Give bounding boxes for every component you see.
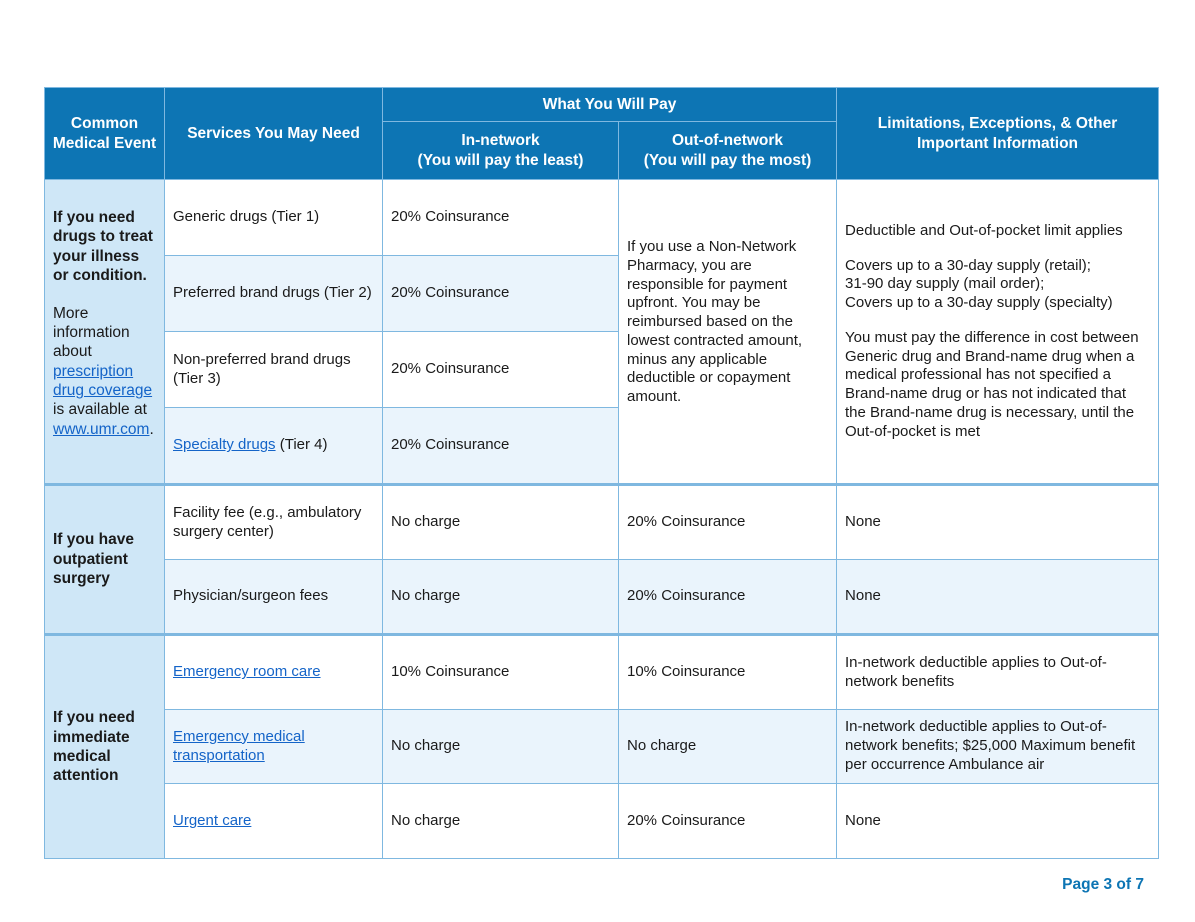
out-network-physician-fees: 20% Coinsurance: [619, 560, 837, 635]
service-emergency-room: [165, 635, 383, 710]
service-generic-drugs: Generic drugs (Tier 1): [165, 180, 383, 256]
in-network-facility-fee: No charge: [383, 485, 619, 560]
service-facility-fee: Facility fee (e.g., ambulatory surgery center): [165, 485, 383, 560]
service-specialty-drugs: [165, 408, 383, 485]
out-network-emergency-transport: No charge: [619, 710, 837, 784]
table-row: [45, 560, 1159, 635]
limitation-drugs-deductible: Deductible and Out-of-pocket limit applies: [845, 221, 1123, 239]
limitations-drugs: [837, 180, 1159, 485]
out-network-drugs: If you use a Non-Network Pharmacy, you are responsible for payment upfront. You may be reimbursed based on the lowest contracted amount, minus any applicable deductible or copayment amount.: [619, 180, 837, 485]
event-drugs-more: [53, 304, 156, 440]
event-drugs: [45, 180, 165, 485]
table-row: [45, 635, 1159, 710]
in-network-preferred-brand-drugs: 20% Coinsurance: [383, 256, 619, 332]
event-drugs-more-prefix: More information about: [53, 304, 130, 361]
specialty-drugs-link[interactable]: Specialty drugs: [173, 436, 276, 454]
in-network-emergency-transport: No charge: [383, 710, 619, 784]
header-limitations: Limitations, Exceptions, & Other Important Information: [837, 88, 1159, 180]
event-outpatient: If you have outpatient surgery: [45, 485, 165, 635]
event-emergency: If you need immediate medical attention: [45, 635, 165, 859]
table-row: [45, 180, 1159, 256]
out-network-facility-fee: 20% Coinsurance: [619, 485, 837, 560]
limitations-emergency-room: In-network deductible applies to Out-of-network benefits: [837, 635, 1159, 710]
in-network-specialty-drugs: 20% Coinsurance: [383, 408, 619, 485]
service-preferred-brand-drugs: Preferred brand drugs (Tier 2): [165, 256, 383, 332]
in-network-generic-drugs: 20% Coinsurance: [383, 180, 619, 256]
header-out-network-title: Out-of-network: [671, 132, 784, 150]
service-emergency-transport: [165, 710, 383, 784]
in-network-emergency-room: 10% Coinsurance: [383, 635, 619, 710]
limitation-drugs-difference: You must pay the difference in cost between Generic drug and Brand-name drug when a medical professional has not specified a Brand-name drug or has not indicated that the Brand-name drug is necessary, until the Out-of-pocket is met: [845, 328, 1139, 440]
emergency-transportation-link[interactable]: Emergency medical transportation: [173, 727, 305, 764]
service-urgent-care: [165, 784, 383, 859]
header-in-network-sub: (You will pay the least): [417, 151, 584, 169]
umr-website-link[interactable]: www.umr.com: [53, 420, 150, 438]
event-drugs-more-suffix: .: [149, 420, 154, 438]
table-row: [45, 784, 1159, 859]
header-in-network: [383, 122, 619, 180]
header-common-medical-event: Common Medical Event: [45, 88, 165, 180]
out-network-urgent-care: 20% Coinsurance: [619, 784, 837, 859]
benefits-table: [44, 87, 1159, 859]
event-drugs-title: If you need drugs to treat your illness or condition.: [53, 209, 153, 285]
service-physician-fees: Physician/surgeon fees: [165, 560, 383, 635]
table-row: [45, 710, 1159, 784]
limitations-urgent-care: None: [837, 784, 1159, 859]
in-network-urgent-care: No charge: [383, 784, 619, 859]
limitation-drugs-supply: Covers up to a 30-day supply (retail); 31-90 day supply (mail order); Covers up to a 30-day supply (specialty): [845, 256, 1113, 311]
header-out-network: [619, 122, 837, 180]
page-number: Page 3 of 7: [1062, 876, 1144, 893]
out-network-emergency-room: 10% Coinsurance: [619, 635, 837, 710]
limitations-physician-fees: None: [837, 560, 1159, 635]
header-out-network-sub: (You will pay the most): [643, 151, 812, 169]
header-services: Services You May Need: [165, 88, 383, 180]
limitations-facility-fee: None: [837, 485, 1159, 560]
urgent-care-link[interactable]: Urgent care: [173, 811, 252, 829]
event-drugs-more-middle: is available at: [53, 401, 147, 419]
header-in-network-title: In-network: [461, 132, 540, 150]
emergency-room-care-link[interactable]: Emergency room care: [173, 663, 321, 681]
table-row: [45, 485, 1159, 560]
in-network-non-preferred-brand-drugs: 20% Coinsurance: [383, 332, 619, 408]
header-what-you-pay: What You Will Pay: [383, 88, 837, 122]
prescription-drug-coverage-link[interactable]: prescription drug coverage: [53, 362, 153, 399]
specialty-drugs-suffix: (Tier 4): [275, 436, 328, 454]
service-non-preferred-brand-drugs: Non-preferred brand drugs (Tier 3): [165, 332, 383, 408]
limitations-emergency-transport: In-network deductible applies to Out-of-network benefits; $25,000 Maximum benefit per occurrence Ambulance air: [837, 710, 1159, 784]
in-network-physician-fees: No charge: [383, 560, 619, 635]
